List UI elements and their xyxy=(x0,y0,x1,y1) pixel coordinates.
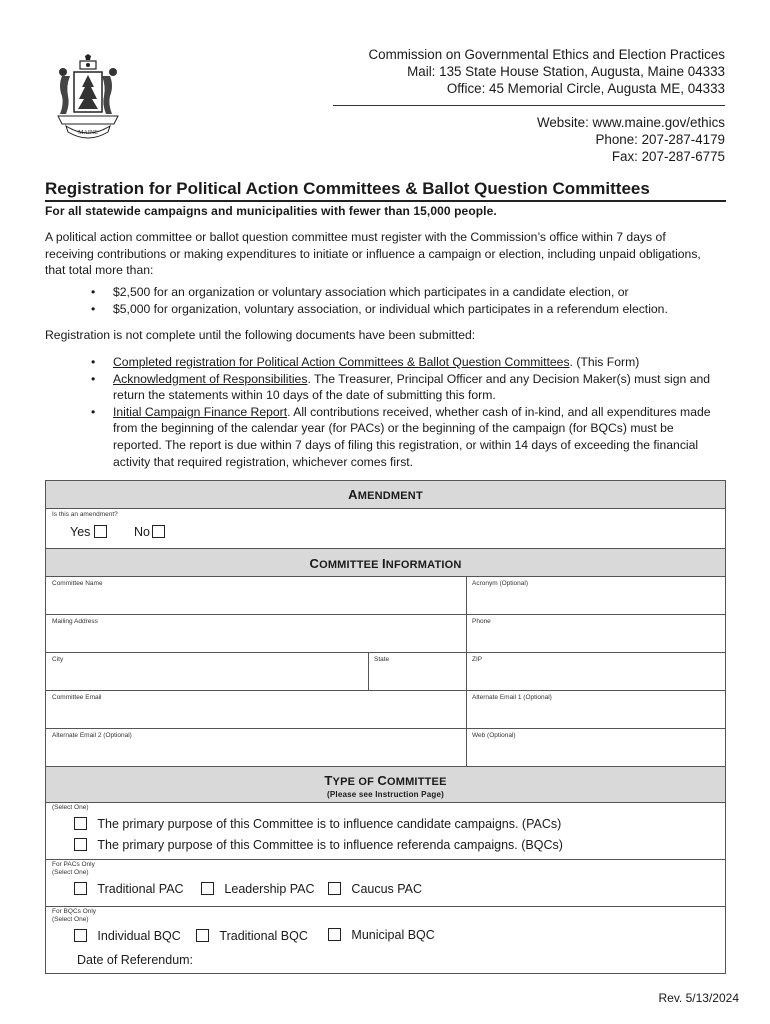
page-title: Registration for Political Action Committees & Ballot Question Committees xyxy=(45,179,726,202)
bqcs-select-label: (Select One) xyxy=(52,916,89,923)
web-label: Web (Optional) xyxy=(472,732,516,739)
alt-email-1-label: Alternate Email 1 (Optional) xyxy=(472,694,552,701)
seal-banner-text: MAINE xyxy=(78,130,98,136)
no-checkbox[interactable] xyxy=(152,525,165,538)
municipal-bqc-checkbox[interactable] xyxy=(328,928,341,941)
pac-type-section xyxy=(46,860,725,907)
instruction-note: (Please see Instruction Page) xyxy=(327,790,444,799)
amendment-no-option[interactable] xyxy=(134,525,165,539)
caucus-pac-checkbox[interactable] xyxy=(328,882,341,895)
acronym-label: Acronym (Optional) xyxy=(472,580,528,587)
purpose-bqc-option[interactable] xyxy=(74,838,563,852)
amendment-heading-cap: A xyxy=(348,487,358,502)
alt-email-2-label: Alternate Email 2 (Optional) xyxy=(52,732,132,739)
traditional-bqc-checkbox[interactable] xyxy=(196,929,209,942)
municipal-bqc-option[interactable] xyxy=(328,928,435,942)
mail-address: Mail: 135 State House Station, Augusta, Maine 04333 xyxy=(407,64,725,79)
phone-label: Phone xyxy=(472,618,491,625)
type-heading-rest2: OMMITTEE xyxy=(386,776,447,788)
bqc-type-section xyxy=(46,907,725,973)
yes-label: Yes xyxy=(70,525,91,539)
ci-heading-cap2: I xyxy=(381,556,386,571)
city-state-zip-row xyxy=(46,653,725,691)
revision-date: Rev. 5/13/2024 xyxy=(658,991,739,1005)
threshold-list xyxy=(91,284,716,317)
traditional-bqc-label: Traditional BQC xyxy=(219,929,308,943)
website-line: Website: www.maine.gov/ethics xyxy=(536,115,725,130)
field-divider xyxy=(466,653,467,690)
type-heading-cap1: T xyxy=(324,773,333,788)
email-row xyxy=(46,691,725,729)
intro-paragraph: A political action committee or ballot question committee must register with the Commission’s office within 7 days of receiving contributions or making expenditures to initiate or influence a campaign or election, including unpaid obligations, that total more than: xyxy=(45,230,701,278)
threshold-candidate: • $2,500 for an organization or voluntary association which participates in a candidate election, or xyxy=(91,284,716,301)
agency-name: Commission on Governmental Ethics and Election Practices xyxy=(368,47,725,62)
committee-email-label: Committee Email xyxy=(52,694,102,701)
doc-initial-report xyxy=(91,404,716,470)
registration-form-link[interactable]: Completed registration for Political Action Committees & Ballot Question Committees xyxy=(113,355,570,369)
field-divider xyxy=(466,691,467,728)
doc-registration-form xyxy=(91,354,716,371)
date-of-referendum-label: Date of Referendum: xyxy=(77,953,194,967)
maine-state-seal xyxy=(52,54,124,140)
required-documents-list xyxy=(91,354,716,470)
amendment-heading-rest: MENDMENT xyxy=(357,490,423,502)
traditional-pac-label: Traditional PAC xyxy=(97,882,184,896)
city-label: City xyxy=(52,656,64,663)
threshold-referendum: • $5,000 for organization, voluntary association, or individual which participates in a referendum election. xyxy=(91,301,716,318)
no-label: No xyxy=(134,525,150,539)
doc-registration-text: . (This Form) xyxy=(569,355,640,369)
type-heading-cap2: C xyxy=(377,773,387,788)
mailing-address-row xyxy=(46,615,725,653)
amendment-header xyxy=(46,481,725,509)
leadership-pac-checkbox[interactable] xyxy=(201,882,214,895)
initial-report-link[interactable]: Initial Campaign Finance Report xyxy=(113,404,288,419)
doc-acknowledgment-text: . The Treasurer, Principal Officer and any Decision Maker(s) must sign and return the statements within 10 days of the date of submitting this form. xyxy=(113,371,711,403)
field-divider xyxy=(368,653,369,690)
committee-info-header xyxy=(46,549,725,577)
registration-form xyxy=(45,480,726,974)
ci-heading-rest2: NFORMATION xyxy=(385,559,462,571)
purpose-pac-checkbox[interactable] xyxy=(74,817,87,830)
purpose-bqc-label: The primary purpose of this Committee is to influence referenda campaigns. (BQCs) xyxy=(97,838,563,852)
field-divider xyxy=(466,577,467,614)
leadership-pac-option[interactable] xyxy=(201,882,315,896)
individual-bqc-option[interactable] xyxy=(74,929,181,943)
bqcs-only-label: For BQCs Only xyxy=(52,908,97,915)
leadership-pac-label: Leadership PAC xyxy=(224,882,315,896)
committee-type-header xyxy=(46,767,725,803)
individual-bqc-checkbox[interactable] xyxy=(74,929,87,942)
amendment-question: Is this an amendment? xyxy=(52,511,118,518)
doc-initial-report-text: . All contributions received, whether cash of in-kind, and all expenditures made from the beginning of the calendar year (for PACs) or the beginning of the campaign (for BQCs) must be reported. The report is due within 7 days of filing this registration, or within 14 days of exceeding the financial activity that required registration, whichever comes first. xyxy=(113,404,711,469)
contact-divider xyxy=(333,105,725,106)
purpose-pac-option[interactable] xyxy=(74,817,561,831)
municipal-bqc-label: Municipal BQC xyxy=(351,928,435,942)
field-divider xyxy=(466,615,467,652)
traditional-pac-option[interactable] xyxy=(74,882,184,896)
caucus-pac-option[interactable] xyxy=(328,882,422,896)
yes-checkbox[interactable] xyxy=(94,525,107,538)
phone-line: Phone: 207-287-4179 xyxy=(595,132,725,147)
select-one-label: (Select One) xyxy=(52,804,89,811)
agency-contact-block xyxy=(333,46,725,165)
purpose-bqc-checkbox[interactable] xyxy=(74,838,87,851)
purpose-pac-label: The primary purpose of this Committee is to influence candidate campaigns. (PACs) xyxy=(97,817,562,831)
primary-purpose-section xyxy=(46,803,725,860)
ci-heading-cap1: C xyxy=(309,556,320,571)
pacs-only-label: For PACs Only xyxy=(52,861,95,868)
committee-name-row xyxy=(46,577,725,615)
traditional-bqc-option[interactable] xyxy=(196,929,308,943)
doc-acknowledgment xyxy=(91,371,716,404)
pacs-select-label: (Select One) xyxy=(52,869,89,876)
individual-bqc-label: Individual BQC xyxy=(97,929,181,943)
pacs-only-note xyxy=(52,861,95,877)
office-address: Office: 45 Memorial Circle, Augusta ME, 04333 xyxy=(446,81,725,96)
caucus-pac-label: Caucus PAC xyxy=(351,882,423,896)
mailing-address-label: Mailing Address xyxy=(52,618,98,625)
ci-heading-rest1: OMMITTEE xyxy=(319,559,382,571)
page-subtitle: For all statewide campaigns and municipalities with fewer than 15,000 people. xyxy=(45,204,497,218)
fax-line: Fax: 207-287-6775 xyxy=(611,149,725,164)
state-label: State xyxy=(374,656,390,663)
committee-name-label: Committee Name xyxy=(52,580,103,587)
documents-intro: Registration is not complete until the following documents have been submitted: xyxy=(45,328,476,342)
field-divider xyxy=(466,729,467,766)
amendment-yes-option[interactable] xyxy=(70,525,107,539)
type-heading-rest1: YPE OF xyxy=(332,776,378,788)
amendment-section xyxy=(46,509,725,549)
bqcs-only-note xyxy=(52,908,96,924)
zip-label: ZIP xyxy=(472,656,483,663)
traditional-pac-checkbox[interactable] xyxy=(74,882,87,895)
alt-email-web-row xyxy=(46,729,725,767)
acknowledgment-link[interactable]: Acknowledgment of Responsibilities xyxy=(113,371,308,386)
